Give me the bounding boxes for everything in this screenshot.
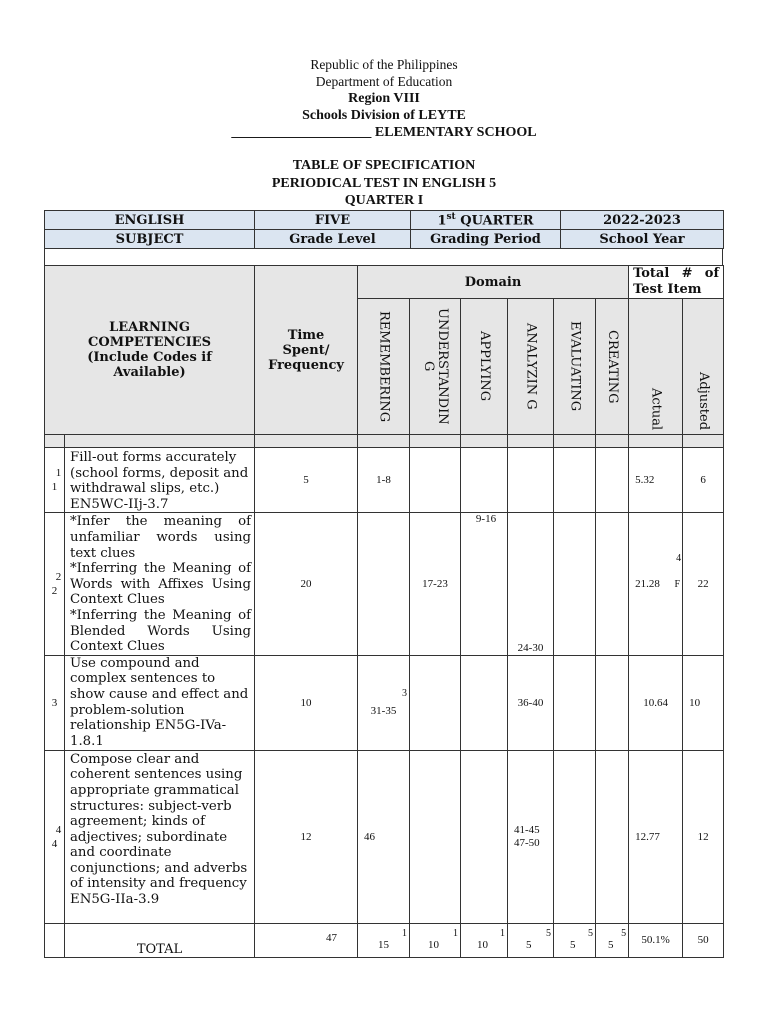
header-region: Region VIII — [348, 91, 420, 106]
evaluating-value — [554, 513, 596, 655]
table-row — [45, 448, 724, 513]
header-department: Department of Education — [315, 74, 453, 89]
adjusted-value: 12 — [683, 750, 724, 923]
evaluating-value — [554, 655, 596, 750]
blank-row — [44, 248, 723, 266]
evaluating-value — [554, 750, 596, 923]
actual-header: Actual — [629, 299, 683, 435]
total-remembering: 15 1 — [358, 923, 410, 957]
analyzing-value: 36-40 — [508, 655, 554, 750]
specification-table — [44, 265, 724, 958]
evaluating-value — [554, 448, 596, 513]
applying-value — [461, 655, 508, 750]
row-number: 4 4 — [45, 750, 65, 923]
remembering-value: 31-35 3 — [358, 655, 410, 750]
total-actual: 50.1% — [629, 923, 683, 957]
total-applying: 10 1 — [461, 923, 508, 957]
domain-applying: APPLYING — [461, 299, 508, 435]
actual-value: 5.32 — [629, 448, 683, 513]
adjusted-value: 6 — [683, 448, 724, 513]
time-value: 20 — [255, 513, 358, 655]
table-row — [45, 750, 724, 923]
analyzing-value: 41-45 47-50 — [508, 750, 554, 923]
subject-label: SUBJECT — [45, 230, 255, 249]
time-value: 12 — [255, 750, 358, 923]
competencies-header: LEARNING COMPETENCIES (Include Codes if Available) — [45, 266, 255, 435]
title-quarter: QUARTER I — [344, 193, 424, 208]
creating-value — [596, 750, 629, 923]
remembering-value — [358, 513, 410, 655]
applying-value — [461, 448, 508, 513]
actual-value: 10.64 — [629, 655, 683, 750]
competency-text: Use compound and complex sentences to show cause and effect and problem-solution relationship EN5G-IVa-1.8.1 — [65, 655, 255, 750]
total-row — [45, 923, 724, 957]
analyzing-value — [508, 448, 554, 513]
understanding-value — [410, 750, 461, 923]
understanding-value — [410, 448, 461, 513]
title-table-of-specification: TABLE OF SPECIFICATION — [292, 158, 476, 173]
total-evaluating: 5 5 — [554, 923, 596, 957]
creating-value — [596, 513, 629, 655]
year-label: School Year — [561, 230, 724, 249]
spacer-row — [45, 435, 724, 448]
competency-text: *Infer the meaning of unfamiliar words using text clues *Inferring the Meaning of Words with Affixes Using Context Clues *Inferring the Meaning of Blended Words Using Context Clues — [65, 513, 255, 655]
applying-value: 9-16 — [461, 513, 508, 655]
total-understanding: 10 1 — [410, 923, 461, 957]
total-creating: 5 5 — [596, 923, 629, 957]
remembering-value: 1-8 — [358, 448, 410, 513]
table-row — [45, 655, 724, 750]
total-label: TOTAL — [65, 923, 255, 957]
period-label: Grading Period — [411, 230, 561, 249]
row-number: 3 — [45, 655, 65, 750]
domain-evaluating: EVALUATING — [554, 299, 596, 435]
quarter-value: 1st QUARTER — [411, 211, 561, 230]
domain-header: Domain — [358, 266, 629, 299]
blank-cell — [45, 249, 723, 266]
domain-analyzing: ANALYZIN G — [508, 299, 554, 435]
competency-text: Compose clear and coherent sentences using appropriate grammatical structures: subject-verb agreement; kinds of adjectives; subordinate and coordinate conjunctions; and adverbs of intensity and frequency EN5G-IIa-3.9 — [65, 750, 255, 923]
understanding-value — [410, 655, 461, 750]
total-analyzing: 5 5 — [508, 923, 554, 957]
domain-creating: CREATING — [596, 299, 629, 435]
actual-value: 12.77 — [629, 750, 683, 923]
domain-understanding: UNDERSTANDIN G — [410, 299, 461, 435]
time-header: Time Spent/ Frequency — [255, 266, 358, 435]
table-row — [45, 513, 724, 655]
total-items-header: Total # of Test Item — [629, 266, 724, 299]
domain-remembering: REMEMBERING — [358, 299, 410, 435]
row-number: 1 1 — [45, 448, 65, 513]
understanding-value: 17-23 — [410, 513, 461, 655]
analyzing-value: 24-30 — [508, 513, 554, 655]
header-republic: Republic of the Philippines — [310, 57, 458, 72]
applying-value — [461, 750, 508, 923]
adjusted-value: 22 — [683, 513, 724, 655]
remembering-value: 46 — [358, 750, 410, 923]
subject-value: ENGLISH — [45, 211, 255, 230]
grade-label: Grade Level — [255, 230, 411, 249]
competency-text: Fill-out forms accurately (school forms, deposit and withdrawal slips, etc.) EN5WC-IIj-3.7 — [65, 448, 255, 513]
creating-value — [596, 448, 629, 513]
actual-value: 21.28 4 F — [629, 513, 683, 655]
info-table — [44, 210, 724, 249]
time-value: 5 — [255, 448, 358, 513]
grade-value: FIVE — [255, 211, 411, 230]
header-division: Schools Division of LEYTE — [302, 108, 466, 123]
total-adjusted: 50 — [683, 923, 724, 957]
creating-value — [596, 655, 629, 750]
adjusted-value: 10 — [683, 655, 724, 750]
title-periodical-test: PERIODICAL TEST IN ENGLISH 5 — [271, 176, 497, 191]
total-time: 47 — [255, 923, 358, 957]
time-value: 10 — [255, 655, 358, 750]
header-school: ____________________ ELEMENTARY SCHOOL — [231, 125, 537, 140]
year-value: 2022-2023 — [561, 211, 724, 230]
adjusted-header: Adjusted — [683, 299, 724, 435]
row-number: 2 2 — [45, 513, 65, 655]
